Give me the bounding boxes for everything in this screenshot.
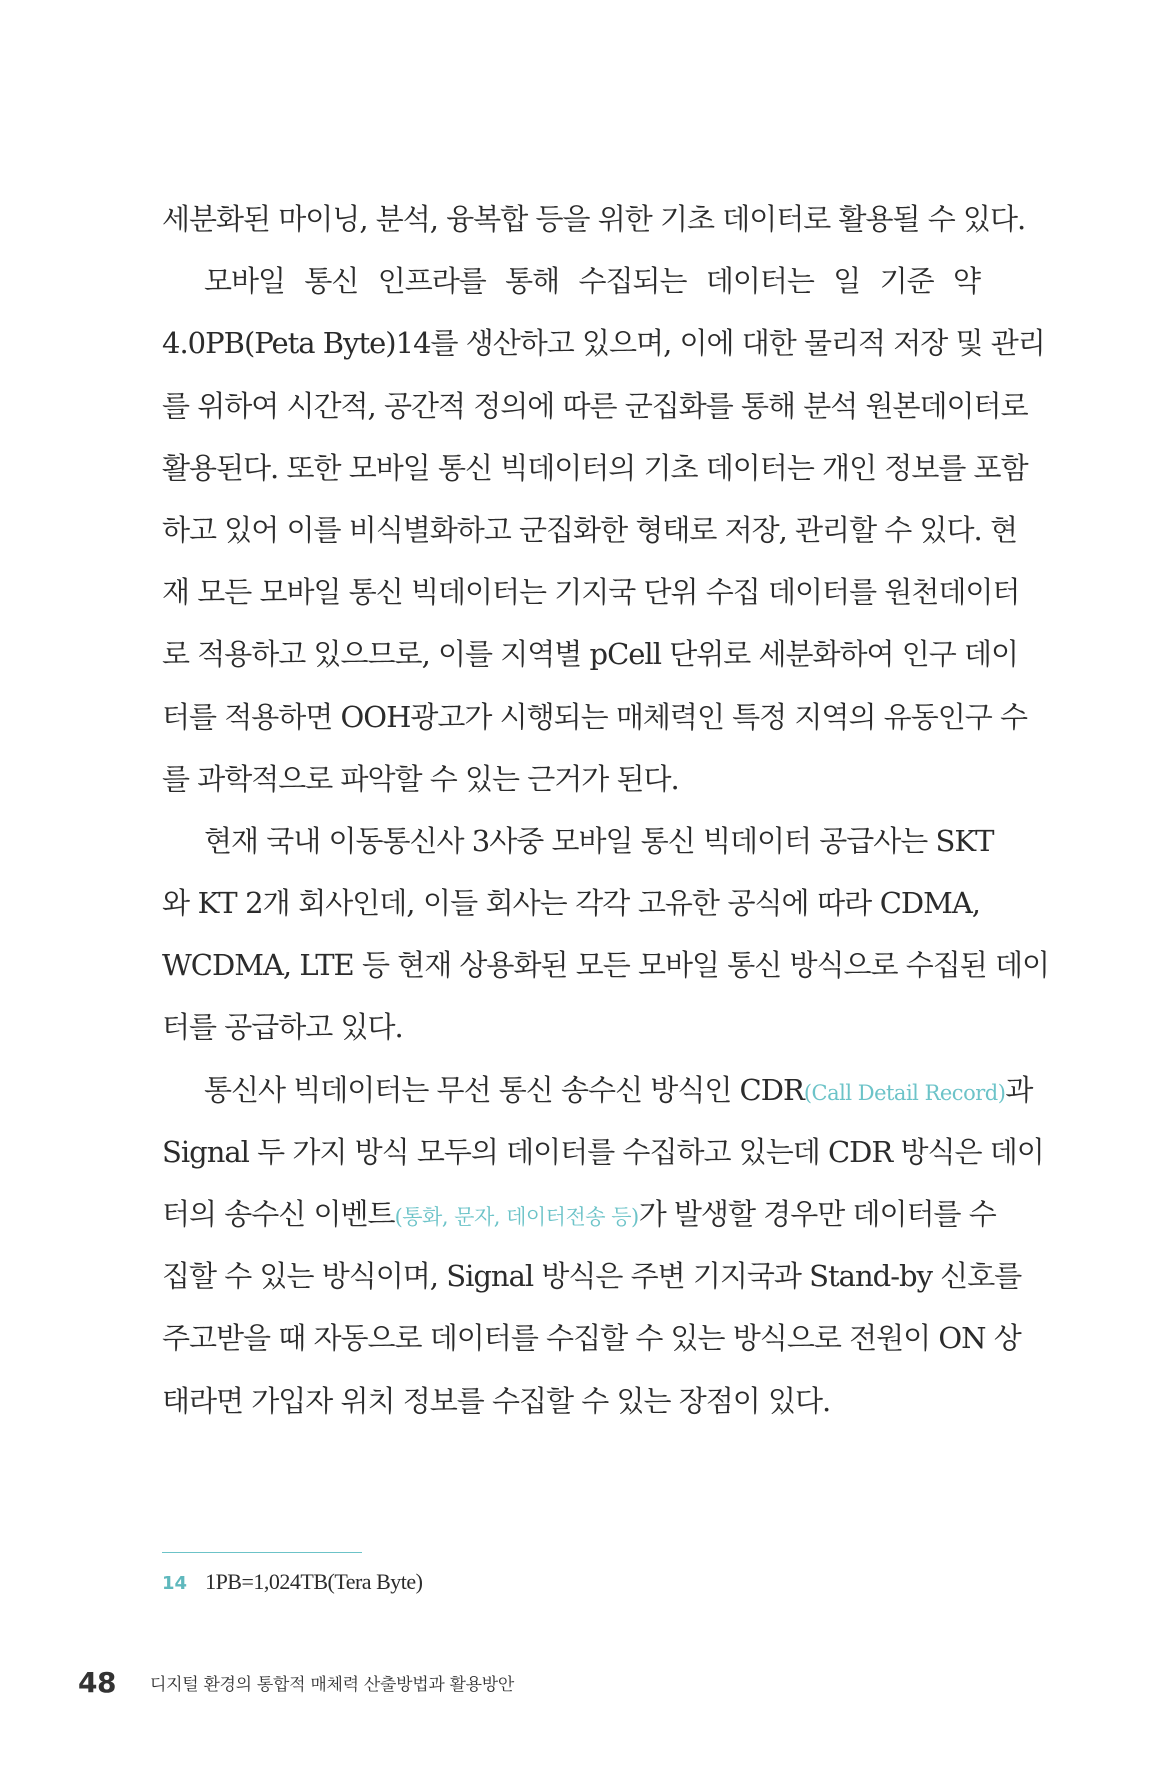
text-line: 주고받을 때 자동으로 데이터를 수집할 수 있는 방식으로 전원이 ON 상 [162,1321,1021,1356]
body-text [162,188,1050,1432]
gloss-text: (통화, 문자, 데이터전송 등) [394,1205,639,1229]
line-text: 가 발생할 경우만 데이터를 수 [638,1197,996,1231]
footnote-divider [162,1552,362,1553]
page-number: 48 [78,1666,116,1699]
text-line: 태라면 가입자 위치 정보를 수집할 수 있는 장점이 있다. [162,1383,831,1418]
text-line: 하고 있어 이를 비식별화하고 군집화한 형태로 저장, 관리할 수 있다. 현 [162,512,1018,547]
text-line: 를 과학적으로 파악할 수 있는 근거가 된다. [162,761,679,796]
text-line: 집할 수 있는 방식이며, Signal 방식은 주변 기지국과 Stand-by 신호를 [162,1259,1022,1294]
text-line: Signal 두 가지 방식 모두의 데이터를 수집하고 있는데 CDR 방식은 데이 [162,1134,1044,1169]
line-text: 터의 송수신 이벤트 [162,1197,395,1231]
text-line [162,1183,996,1245]
paragraph [162,810,1050,1059]
text-line: 와 KT 2개 회사인데, 이들 회사는 각각 고유한 공식에 따라 CDMA, [162,886,980,921]
line-text: 과 [1005,1072,1033,1107]
text-line: 세분화된 마이닝, 분석, 융복합 등을 위한 기초 데이터로 활용될 수 있다. [162,202,1026,236]
page-footer [78,1666,514,1699]
text-line: 4.0PB(Peta Byte)14를 생산하고 있으며, 이에 대한 물리적 저장 및 관리 [162,326,1045,361]
footnote [162,1568,422,1598]
text-line: 모바일 통신 인프라를 통해 수집되는 데이터는 일 기준 약 [204,264,980,299]
text-line: 재 모든 모바일 통신 빅데이터는 기지국 단위 수집 데이터를 원천데이터 [162,575,1020,610]
paragraph [162,250,1045,810]
footnote-text: 1PB=1,024TB(Tera Byte) [205,1569,423,1594]
text-line: 터를 공급하고 있다. [162,1010,403,1045]
text-line: WCDMA, LTE 등 현재 상용화된 모든 모바일 통신 방식으로 수집된 데이 [162,948,1050,983]
text-line [162,1059,1033,1121]
gloss-text: (Call Detail Record) [803,1080,1006,1105]
text-line: 활용된다. 또한 모바일 통신 빅데이터의 기초 데이터는 개인 정보를 포함 [162,450,1028,485]
line-text: 통신사 빅데이터는 무선 통신 송수신 방식인 CDR [204,1072,804,1107]
text-line: 현재 국내 이동통신사 3사중 모바일 통신 빅데이터 공급사는 SKT [204,823,994,858]
paragraph [162,188,1026,250]
running-title: 디지털 환경의 통합적 매체력 산출방법과 활용방안 [149,1675,515,1695]
footnote-number: 14 [162,1573,188,1594]
text-line: 터를 적용하면 OOH광고가 시행되는 매체력인 특정 지역의 유동인구 수 [162,699,1027,734]
paragraph [162,1059,1044,1432]
text-line: 로 적용하고 있으므로, 이를 지역별 pCell 단위로 세분화하여 인구 데이 [162,637,1019,672]
text-line: 를 위하여 시간적, 공간적 정의에 따른 군집화를 통해 분석 원본데이터로 [162,388,1028,423]
